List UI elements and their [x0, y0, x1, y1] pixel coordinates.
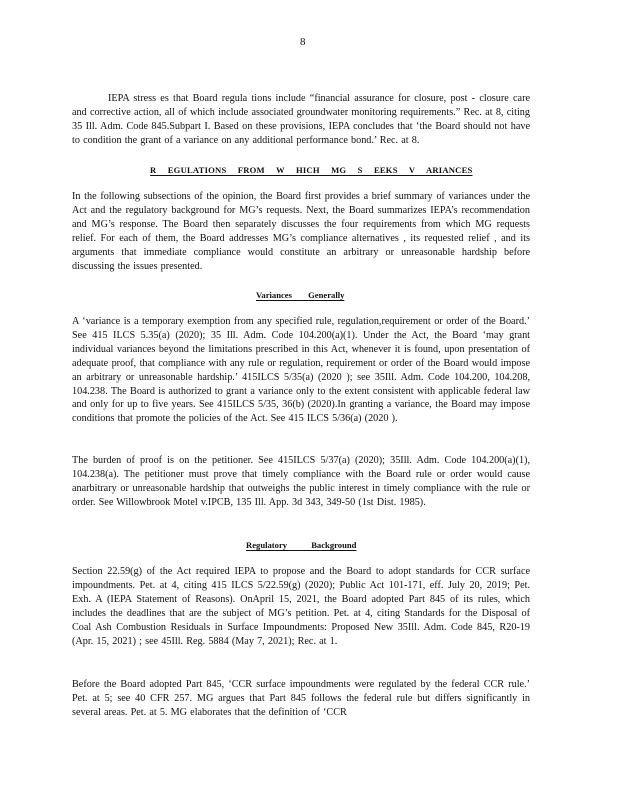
heading-regulations: R EGULATIONS FROM W HICH MG S EEKS V ARIANCES: [150, 165, 473, 175]
paragraph-subsections-overview: In the following subsections of the opinion, the Board first provides a brief summary of variances under the Act and the regulatory background for MG’s requests. Next, the Board summarizes IEPA’s recommendation and MG’s response. The Board then separately discusses the four requirements from which MG requests relief. For each of them, the Board addresses MG’s compliance alternatives , its requested relief , and its arguments that immediate compliance would constitute an arbitrary or unreasonable hardship before discussing the issues presented.: [72, 191, 530, 272]
paragraph-federal-ccr-rule: Before the Board adopted Part 845, ‘CCR surface impoundments were regulated by the federal CCR rule.’ Pet. at 5; see 40 CFR 257. MG argues that Part 845 follows the federal rule but differs significantly in several areas. Pet. at 5. MG elaborates that the definition of ‘CCR: [72, 679, 530, 718]
paragraph-section-22-59: Section 22.59(g) of the Act required IEPA to propose and the Board to adopt standards for CCR surface impoundments. Pet. at 4, citing 415 ILCS 5/22.59(g) (2020); Public Act 101-171, eff. July 20, 2019; Pet. Exh. A (IEPA Statement of Reasons). OnApril 15, 2021, the Board adopted Part 845 of its rules, which includes the deadlines that are the subject of MG’s petition. Pet. at 4, citing Standards for the Disposal of Coal Ash Combustion Residuals in Surface Impoundments: Proposed New 35Ill. Adm. Code 845, R20-19 (Apr. 15, 2021) ; see 45Ill. Reg. 5884 (May 7, 2021); Rec. at 1.: [72, 566, 530, 647]
paragraph-iepa-bond: IEPA stress es that Board regula tions include “financial assurance for closure, post - closure care and corrective action, all of which include associated groundwater monitoring requirements.” Rec. at 8, citing 35 Ill. Adm. Code 845.Subpart I. Based on these provisions, IEPA concludes that ‘the Board should not have to condition the grant of a variance on any additional performance bond.’ Rec. at 8.: [72, 93, 530, 146]
heading-regulatory-background: Regulatory Background: [246, 540, 357, 550]
paragraph-variance-definition: A ‘variance is a temporary exemption from any specified rule, regulation,requirement or order of the Board.’ See 415 ILCS 5.35(a) (2020); 35 Ill. Adm. Code 104.200(a)(1). Under the Act, the Board ‘may grant individual variances beyond the limitations prescribed in this Act, whenever it is found, upon presentation of adequate proof, that compliance with any rule or regulation, requirement or order of the Board would impose an arbitrary or unreasonable hardship.’ 415ILCS 5/35(a) (2020 ); see 35Ill. Adm. Code 104.200, 104.208, 104.238. The Board is authorized to grant a variance only to the extent consistent with applicable federal law and only for up to five years. See 415ILCS 5/35, 36(b) (2020).In granting a variance, the Board may impose conditions that promote the policies of the Act. See 415 ILCS 5/36(a) (2020 ).: [72, 316, 530, 425]
heading-variances-generally: Variances Generally: [256, 290, 345, 300]
page-number: 8: [300, 36, 306, 48]
paragraph-burden-of-proof: The burden of proof is on the petitioner. See 415ILCS 5/37(a) (2020); 35Ill. Adm. Code 104.200(a)(1), 104.238(a). The petitioner must prove that timely compliance with the Board rule or order would cause anarbitrary or unreasonable hardship that outweighs the public interest in timely compliance with the rule or order. See Willowbrook Motel v.IPCB, 135 Ill. App. 3d 343, 349-50 (1st Dist. 1985).: [72, 455, 530, 508]
